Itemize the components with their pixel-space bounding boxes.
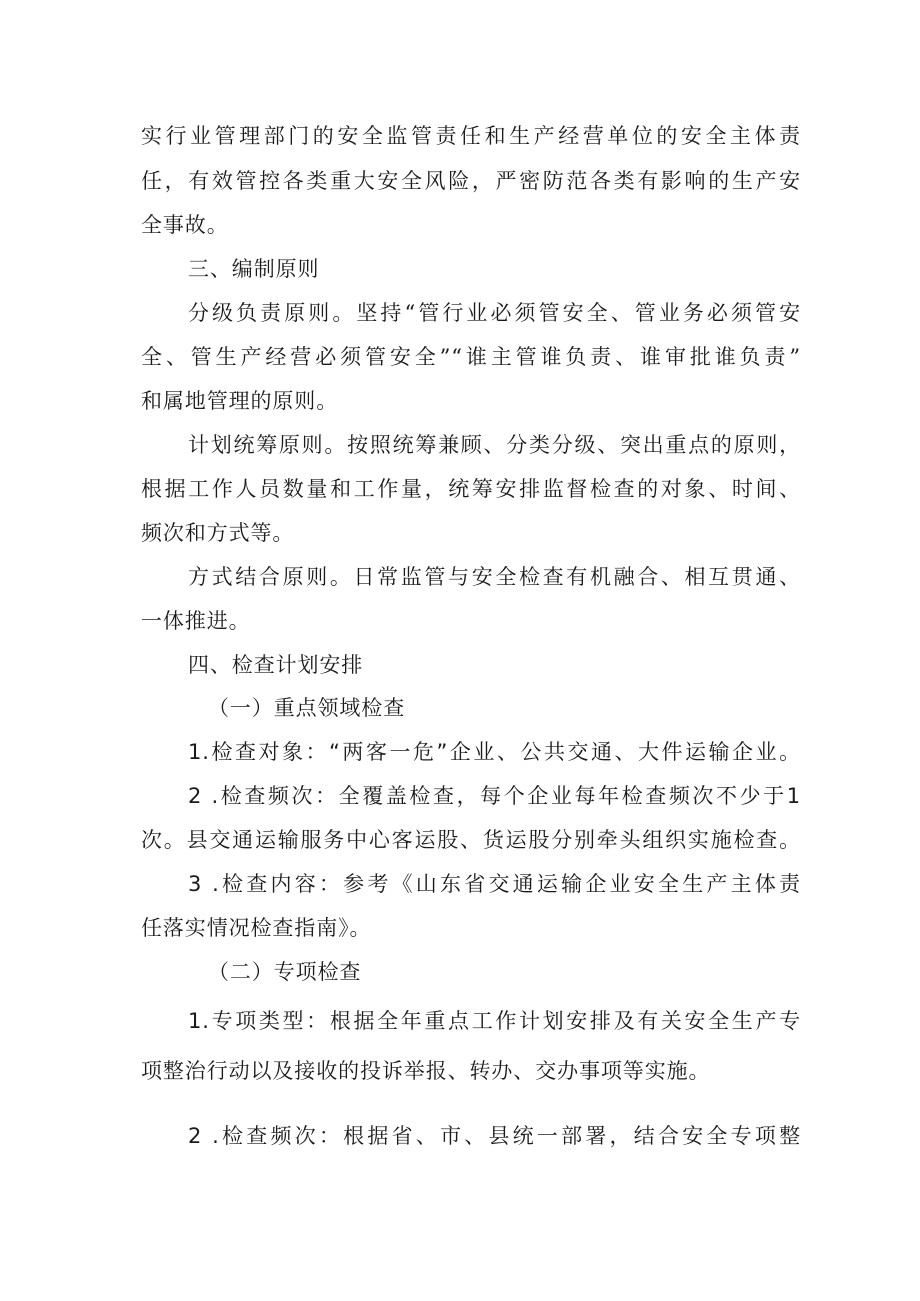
paragraph-line: 3 .检查内容：参考《山东省交通运输企业安全生产主体责 — [188, 872, 801, 896]
paragraph-line: 一体推进。 — [141, 609, 251, 633]
paragraph-line: 项整治行动以及接收的投诉举报、转办、交办事项等实施。 — [141, 1059, 711, 1083]
paragraph-line: 任，有效管控各类重大安全风险，严密防范各类有影响的生产安 — [141, 169, 801, 193]
paragraph-line: 全、管生产经营必须管安全”“谁主管谁负责、谁审批谁负责” — [141, 345, 801, 369]
paragraph-line: 全事故。 — [141, 213, 229, 237]
paragraph-line: 根据工作人员数量和工作量，统筹安排监督检查的对象、时间、 — [141, 477, 801, 501]
subsection-heading-2: （二）专项检查 — [208, 960, 362, 984]
subsection-heading-1: （一）重点领域检查 — [208, 696, 406, 720]
section-heading-4: 四、检查计划安排 — [188, 653, 364, 677]
paragraph-line: 方式结合原则。日常监管与安全检查有机融合、相互贯通、 — [188, 565, 801, 589]
paragraph-line: 任落实情况检查指南》。 — [141, 916, 372, 940]
section-heading-3: 三、编制原则 — [188, 257, 320, 281]
paragraph-line: 频次和方式等。 — [141, 521, 295, 545]
paragraph-line: 实行业管理部门的安全监管责任和生产经营单位的安全主体责 — [141, 124, 801, 148]
paragraph-line: 1.检查对象：“两客一危”企业、公共交通、大件运输企业。 — [188, 740, 801, 764]
paragraph-line: 1.专项类型：根据全年重点工作计划安排及有关安全生产专 — [188, 1009, 801, 1033]
paragraph-line: 2 .检查频次：根据省、市、县统一部署，结合安全专项整 — [188, 1124, 801, 1148]
paragraph-line: 2 .检查频次：全覆盖检查，每个企业每年检查频次不少于1 — [188, 784, 801, 808]
paragraph-line: 分级负责原则。坚持“管行业必须管安全、管业务必须管安 — [188, 301, 801, 325]
paragraph-line: 计划统筹原则。按照统筹兼顾、分类分级、突出重点的原则， — [188, 433, 801, 457]
paragraph-line: 和属地管理的原则。 — [141, 389, 339, 413]
paragraph-line: 次。县交通运输服务中心客运股、货运股分别牵头组织实施检查。 — [141, 828, 801, 852]
